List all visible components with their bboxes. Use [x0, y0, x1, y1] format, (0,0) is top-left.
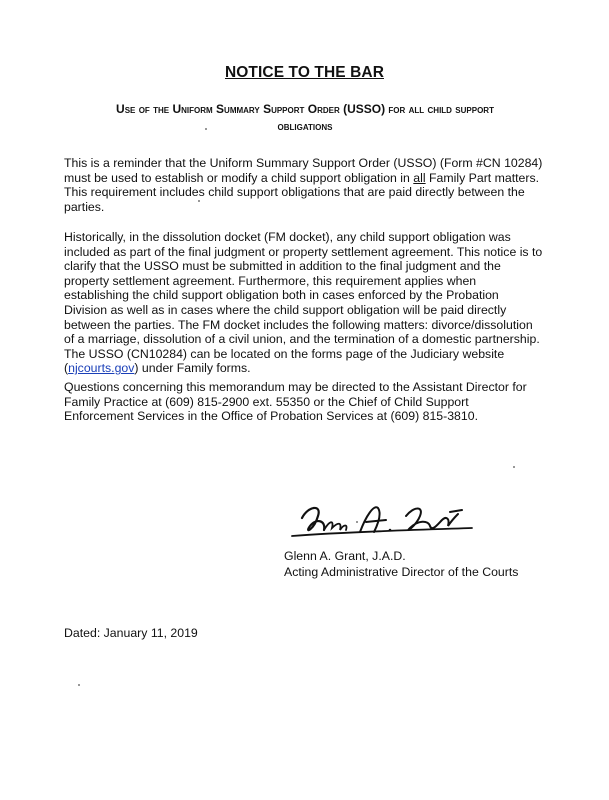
paragraph-line: Enforcement Services in the Office of Probation Services at (609) 815-3810. — [64, 409, 478, 424]
scan-speck — [198, 200, 200, 202]
paragraph-line: Division as well as in cases where the child support obligation will be paid directly — [64, 302, 507, 317]
subtitle-line-2: obligations — [277, 119, 333, 133]
paragraph-line: Historically, in the dissolution docket (FM docket), any child support obligation was — [64, 230, 511, 244]
paragraph-line: Questions concerning this memorandum may be directed to the Assistant Director for — [64, 380, 527, 394]
scan-speck — [205, 128, 207, 130]
scan-speck — [356, 521, 358, 523]
text-run: ( — [64, 361, 69, 376]
signer-name: Glenn A. Grant, J.A.D. — [284, 549, 406, 563]
paragraph-line: property settlement agreement. Furthermore, this requirement applies when — [64, 273, 477, 288]
dated-line — [64, 626, 198, 640]
paragraph-line — [64, 171, 542, 186]
contact-paragraph — [64, 380, 542, 424]
text-run: ) under Family forms. — [134, 361, 251, 376]
paragraph-line — [64, 361, 542, 376]
text-run: Family Part matters. — [425, 170, 540, 185]
paragraph-line: included as part of the final judgment or property settlement agreement. This notice is to — [64, 244, 543, 259]
handwritten-signature — [282, 490, 482, 550]
paragraph-line: clarify that the USSO must be submitted in addition to the final judgment and the — [64, 259, 501, 274]
signer-title: Acting Administrative Director of the Courts — [284, 565, 519, 579]
subtitle-line-1: Use of the Uniform Summary Support Order (USSO) for all child support — [116, 102, 494, 116]
paragraph-line: Family Practice at (609) 815-2900 ext. 55350 or the Chief of Child Support — [64, 394, 469, 409]
paragraph-line: between the parties. The FM docket includes the following matters: divorce/dissolution — [64, 317, 533, 332]
notice-title: NOTICE TO THE BAR — [224, 64, 384, 81]
emphasis-all: all — [413, 170, 426, 185]
reminder-paragraph — [64, 156, 542, 214]
paragraph-line: The USSO (CN10284) can be located on the forms page of the Judiciary website — [64, 346, 505, 361]
signature-block — [284, 548, 518, 580]
paragraph-line: This requirement includes child support obligations that are paid directly between the — [64, 185, 525, 200]
paragraph-line: parties. — [64, 199, 105, 214]
paragraph-line: of a marriage, dissolution of a civil union, and the termination of a domestic partnership. — [64, 332, 540, 347]
scan-speck — [513, 466, 515, 468]
njcourts-link[interactable]: njcourts.gov — [68, 361, 135, 376]
paragraph-line: establishing the child support obligation both in cases enforced by the Probation — [64, 288, 499, 303]
text-run: must be used to establish or modify a child support obligation in — [64, 170, 414, 185]
paragraph-line: This is a reminder that the Uniform Summary Support Order (USSO) (Form #CN 10284) — [64, 156, 543, 170]
dated-value: January 11, 2019 — [103, 626, 198, 640]
dated-label: Dated: — [64, 626, 101, 640]
scan-speck — [78, 684, 80, 686]
history-paragraph — [64, 230, 542, 376]
notice-subtitle — [90, 101, 520, 135]
